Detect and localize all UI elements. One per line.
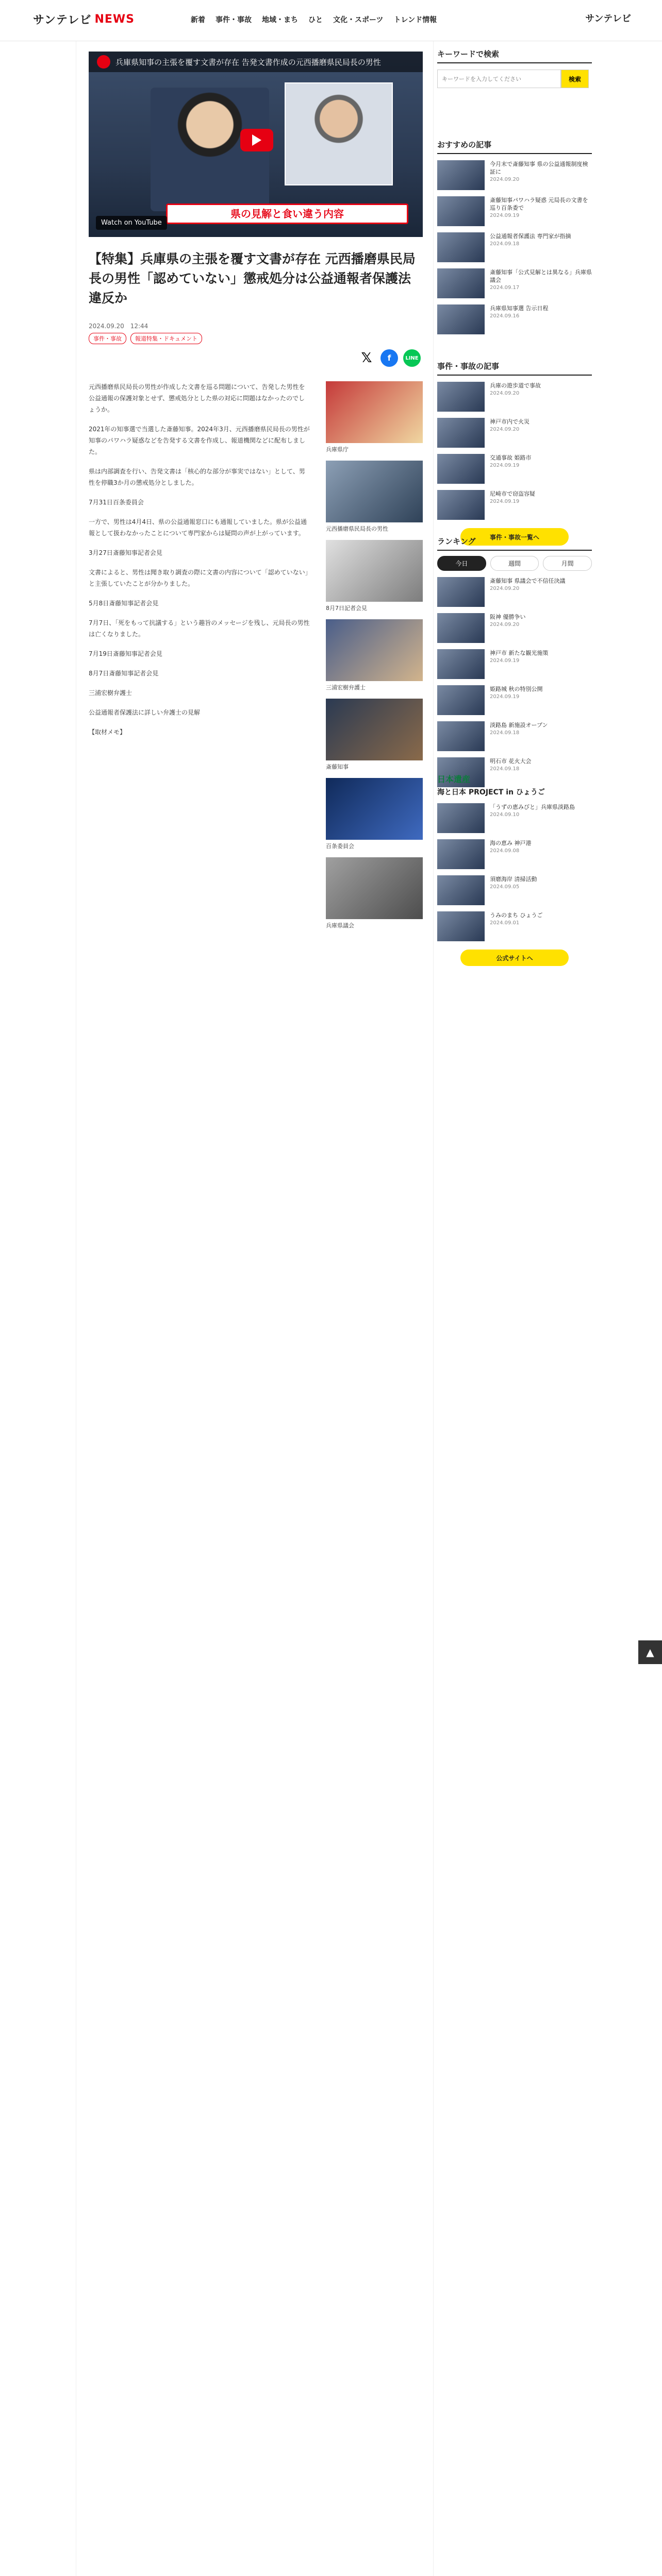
logo-suntv: サンテレビ	[33, 14, 92, 27]
tab-monthly[interactable]: 月間	[543, 556, 592, 571]
paragraph: 県は内部調査を行い、告発文書は「核心的な部分が事実ではない」として、男性を停職3か月の懲戒処分としました。	[89, 468, 305, 486]
line-share-icon[interactable]: LINE	[403, 349, 421, 367]
paragraph: 2021年の知事選で当選した斎藤知事。2024年3月、元西播磨県民局長の男性が知事のパワハラ疑惑などを告発する文書を作成し、報道機関などに配布しました。	[89, 426, 310, 455]
thumbnail	[437, 490, 485, 520]
ranking-item[interactable]: 神戸市 新たな観光施策 2024.09.19	[437, 649, 592, 679]
list-item[interactable]: 須磨海岸 清掃活動 2024.09.05	[437, 875, 592, 905]
paragraph: 7月7日、「死をもって抗議する」という趣旨のメッセージを残し、元局長の男性は亡くなりました。	[89, 619, 310, 638]
article-main	[76, 41, 434, 2576]
article-photo[interactable]: 百条委員会	[326, 778, 423, 840]
thumbnail	[437, 418, 485, 448]
recommend-heading: おすすめの記事	[437, 139, 592, 154]
header-right-logo[interactable]: サンテレビ	[585, 13, 631, 24]
thumbnail	[437, 454, 485, 484]
thumbnail	[437, 875, 485, 905]
section-heading: 7月31日百条委員会	[89, 499, 144, 506]
section-heading: 公益通報者保護法に詳しい弁護士の見解	[89, 709, 201, 716]
article-tags	[89, 333, 202, 344]
ranking-item[interactable]: 明石市 花火大会 2024.09.18	[437, 757, 592, 787]
ranking-section	[437, 536, 592, 787]
article-date: 2024.09.20 12:44	[89, 323, 148, 330]
list-item[interactable]: うみのまち ひょうご 2024.09.01	[437, 911, 592, 941]
video-person-right	[285, 82, 393, 185]
thumbnail	[437, 160, 485, 190]
tag-tokushu[interactable]: 報道特集・ドキュメント	[130, 333, 202, 344]
ranking-item[interactable]: 斎藤知事 県議会で不信任決議 2024.09.20	[437, 577, 592, 607]
thumbnail	[437, 911, 485, 941]
play-icon[interactable]	[240, 129, 273, 151]
ranking-item[interactable]: 阪神 優勝争い 2024.09.20	[437, 613, 592, 643]
paragraph: 一方で、男性は4月4日、県の公益通報窓口にも通報していました。県が公益通報として扱わなかったことについて専門家からは疑問の声が上がっています。	[89, 518, 307, 537]
ranking-item[interactable]: 姫路城 秋の特別公開 2024.09.19	[437, 685, 592, 715]
nav-hito[interactable]: ひと	[308, 16, 323, 24]
site-header	[0, 0, 662, 41]
video-title: 兵庫県知事の主張を覆す文書が存在 告発文書作成の元西播磨県民局長の男性	[115, 57, 381, 67]
ranking-item[interactable]: 淡路島 新施設オープン 2024.09.18	[437, 721, 592, 751]
list-item[interactable]: 兵庫の遊歩道で事故 2024.09.20	[437, 382, 592, 412]
section-heading: 7月19日斎藤知事記者会見	[89, 650, 162, 657]
list-item[interactable]: 今月末で斎藤知事 県の公益通報制度検証に 2024.09.20	[437, 160, 592, 190]
nippon-heading: 日本遺産	[437, 774, 471, 784]
jiken-section	[437, 361, 592, 546]
nippon-subheading: 海と日本 PROJECT in ひょうご	[437, 788, 545, 796]
thumbnail	[437, 232, 485, 262]
list-item[interactable]: 尼崎市で窃盗容疑 2024.09.19	[437, 490, 592, 520]
x-share-icon[interactable]: 𝕏	[358, 349, 375, 367]
article-photo[interactable]: 兵庫県庁	[326, 381, 423, 443]
nippon-section	[437, 773, 592, 966]
thumbnail	[437, 839, 485, 869]
main-nav	[191, 14, 437, 25]
list-item[interactable]: 「うずの恵みびと」兵庫県淡路島 2024.09.10	[437, 803, 592, 833]
list-item[interactable]: 斎藤知事「公式見解とは異なる」兵庫県議会 2024.09.17	[437, 268, 592, 298]
section-heading: 【取材メモ】	[89, 728, 126, 736]
nippon-site-button[interactable]: 公式サイトへ	[460, 950, 569, 966]
channel-icon	[97, 55, 110, 69]
list-item[interactable]: 斎藤知事パワハラ疑惑 元局長の文書を巡り百条委で 2024.09.19	[437, 196, 592, 226]
thumbnail	[437, 382, 485, 412]
video-caption: 県の見解と食い違う内容	[166, 204, 408, 224]
nav-chiiki[interactable]: 地域・まち	[262, 16, 298, 24]
article-photo[interactable]: 8月7日記者会見	[326, 540, 423, 602]
search-input[interactable]	[437, 70, 561, 88]
video-player[interactable]	[89, 52, 423, 237]
thumbnail	[437, 721, 485, 751]
article-title: 【特集】兵庫県の主張を覆す文書が存在 元西播磨県民局長の男性「認めていない」懲戒処分は公益通報者保護法違反か	[89, 251, 416, 306]
section-heading: 三浦宏樹弁護士	[89, 689, 133, 697]
search-section	[437, 48, 592, 88]
list-item[interactable]: 公益通報者保護法 専門家が指摘 2024.09.18	[437, 232, 592, 262]
jiken-more-button[interactable]: 事件・事故一覧へ	[460, 528, 569, 546]
search-button[interactable]: 検索	[561, 70, 589, 88]
facebook-share-icon[interactable]: f	[380, 349, 398, 367]
jiken-heading: 事件・事故の記事	[437, 361, 592, 376]
section-heading: 5月8日斎藤知事記者会見	[89, 600, 159, 607]
tab-today[interactable]: 今日	[437, 556, 486, 571]
nav-jiken[interactable]: 事件・事故	[216, 16, 252, 24]
logo-news: NEWS	[94, 13, 135, 26]
thumbnail	[437, 196, 485, 226]
nav-new[interactable]: 新着	[191, 16, 205, 24]
thumbnail	[437, 304, 485, 334]
article-photo[interactable]: 斎藤知事	[326, 699, 423, 760]
thumbnail	[437, 685, 485, 715]
article-photos	[326, 381, 423, 937]
nav-bunka[interactable]: 文化・スポーツ	[333, 16, 384, 24]
site-logo[interactable]	[33, 11, 135, 27]
paragraph: 元西播磨県民局長の男性が作成した文書を巡る問題について、告発した男性を公益通報の保護対象とせず、懲戒処分とした県の対応に問題はなかったのでしょうか。	[89, 383, 305, 413]
thumbnail	[437, 577, 485, 607]
list-item[interactable]: 交通事故 姫路市 2024.09.19	[437, 454, 592, 484]
list-item[interactable]: 海の恵み 神戸港 2024.09.08	[437, 839, 592, 869]
share-buttons	[358, 349, 421, 367]
list-item[interactable]: 神戸市内で火災 2024.09.20	[437, 418, 592, 448]
article-photo[interactable]: 元西播磨県民局長の男性	[326, 461, 423, 522]
article-photo[interactable]: 兵庫県議会	[326, 857, 423, 919]
recommend-section	[437, 139, 592, 334]
thumbnail	[437, 649, 485, 679]
article-photo[interactable]: 三浦宏樹弁護士	[326, 619, 423, 681]
section-heading: 8月7日斎藤知事記者会見	[89, 670, 159, 677]
ranking-tabs	[437, 556, 592, 571]
thumbnail	[437, 268, 485, 298]
list-item[interactable]: 兵庫県知事選 告示日程 2024.09.16	[437, 304, 592, 334]
ranking-heading: ランキング	[437, 536, 592, 551]
nav-trend[interactable]: トレンド情報	[393, 16, 437, 24]
section-heading: 3月27日斎藤知事記者会見	[89, 549, 162, 556]
youtube-watch-link[interactable]: Watch on YouTube	[96, 216, 167, 230]
video-title-bar	[89, 52, 423, 72]
tag-jiken[interactable]: 事件・事故	[89, 333, 126, 344]
scroll-top-button[interactable]: ▲	[638, 1640, 662, 1664]
thumbnail	[437, 803, 485, 833]
paragraph: 文書によると、男性は聞き取り調査の際に文書の内容について「認めていない」と主張していたことが分かりました。	[89, 569, 308, 587]
tab-weekly[interactable]: 週間	[490, 556, 539, 571]
thumbnail	[437, 613, 485, 643]
search-heading: キーワードで検索	[437, 48, 592, 63]
